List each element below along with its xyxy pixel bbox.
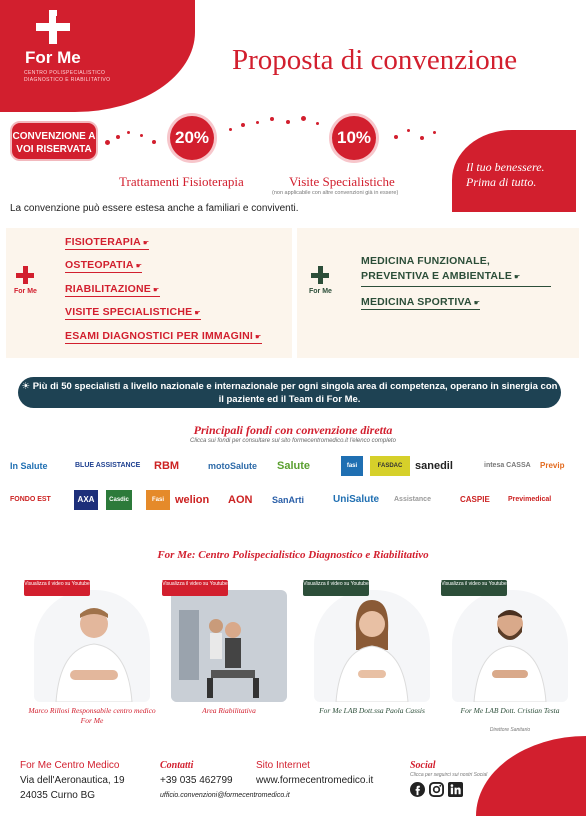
person-silhouette-icon bbox=[452, 590, 568, 702]
decor-dot bbox=[316, 122, 319, 125]
person-photo-cassis[interactable] bbox=[314, 590, 430, 702]
fondo-logo-previmedical[interactable]: Previmedical bbox=[508, 496, 552, 503]
pointer-icon: ☛ bbox=[514, 274, 521, 281]
service-link-medicina-sportiva[interactable]: MEDICINA SPORTIVA ☛ bbox=[361, 296, 481, 308]
service-link-fisioterapia[interactable]: FISIOTERAPIA ☛ bbox=[65, 236, 150, 248]
fondo-logo-assistance[interactable]: Assistance bbox=[394, 496, 431, 503]
discount-physio: 20% bbox=[170, 116, 214, 160]
linkedin-icon[interactable] bbox=[448, 782, 463, 797]
fondo-logo-fasi[interactable]: fasi bbox=[341, 456, 363, 476]
decor-dot bbox=[420, 136, 424, 140]
decor-dot bbox=[433, 131, 436, 134]
fondo-logo-unisalute[interactable]: UniSalute bbox=[333, 494, 380, 505]
person-silhouette-icon bbox=[314, 590, 430, 702]
fondo-logo-aon[interactable]: AON bbox=[228, 494, 253, 506]
decor-dot bbox=[286, 120, 290, 124]
person-name-3: For Me LAB Dott.ssa Paola Cassis bbox=[319, 706, 425, 715]
decor-dot bbox=[394, 135, 398, 139]
fondo-logo-blue-assistance[interactable]: BLUE ASSISTANCE bbox=[75, 462, 141, 469]
service-link-visite[interactable]: VISITE SPECIALISTICHE ☛ bbox=[65, 306, 201, 318]
footer-phone[interactable]: +39 035 462799 bbox=[160, 775, 233, 786]
fondo-logo-welion[interactable]: welion bbox=[175, 494, 210, 506]
for-me-logo-red-name: For Me bbox=[14, 288, 37, 295]
service-link-osteopatia[interactable]: OSTEOPATIA ☛ bbox=[65, 259, 143, 271]
decor-dot bbox=[127, 131, 130, 134]
pointer-icon: ☛ bbox=[142, 240, 150, 247]
youtube-button-2[interactable]: Visualizza il video su Youtube bbox=[162, 580, 228, 596]
brand-corner bbox=[0, 0, 195, 112]
centro-title: For Me: Centro Polispecialistico Diagnostico e Riabilitativo bbox=[157, 549, 429, 561]
fondo-logo-intesa[interactable]: intesa CASSA bbox=[484, 462, 531, 469]
brand-name: For Me bbox=[25, 48, 81, 67]
person-photo-area[interactable] bbox=[171, 590, 287, 702]
decor-dot bbox=[270, 117, 274, 121]
decor-dot bbox=[152, 140, 156, 144]
discount-visits: 10% bbox=[332, 116, 376, 160]
footer-social-sub: Clicca per seguirci sui nostri Social bbox=[410, 772, 488, 778]
person-role-4: Direttore Sanitario bbox=[489, 727, 531, 733]
fondo-logo-fasdac[interactable]: FASDAC bbox=[370, 456, 410, 476]
decor-dot bbox=[241, 123, 245, 127]
fondo-logo-sanarti[interactable]: SanArti bbox=[272, 495, 305, 505]
pointer-icon: ☛ bbox=[473, 300, 481, 307]
youtube-button-4[interactable]: Visualizza il video su Youtube bbox=[441, 580, 507, 596]
decor-dot bbox=[105, 140, 110, 145]
convention-badge: CONVENZIONE A VOI RISERVATA bbox=[10, 121, 98, 161]
brand-subtitle: CENTRO POLISPECIALISTICO DIAGNOSTICO E RIABILITATIVO bbox=[24, 70, 111, 83]
footer-site-link[interactable]: www.formecentromedico.it bbox=[256, 775, 374, 786]
slogan-badge: Il tuo benessere. Prima di tutto. bbox=[452, 130, 576, 212]
service-link-medicina-funzionale[interactable]: MEDICINA FUNZIONALE, PREVENTIVA E AMBIENTALE ☛ bbox=[361, 254, 551, 287]
facebook-icon[interactable] bbox=[410, 782, 425, 797]
fondi-title: Principali fondi con convenzione diretta bbox=[193, 423, 393, 437]
decor-dot bbox=[140, 134, 143, 137]
rehab-scene-icon bbox=[171, 590, 287, 702]
fondo-logo-casdic[interactable]: Casdic bbox=[106, 490, 132, 510]
footer-address-2: 24035 Curno BG bbox=[20, 790, 96, 801]
fondo-logo-previp[interactable]: Previp bbox=[540, 461, 565, 470]
corner-decoration bbox=[476, 736, 586, 816]
for-me-logo-red bbox=[16, 266, 52, 302]
service-link-esami[interactable]: ESAMI DIAGNOSTICI PER IMMAGINI ☛ bbox=[65, 330, 262, 342]
brand-cross-icon bbox=[36, 10, 70, 44]
fondo-logo-motosalute[interactable]: motoSalute bbox=[208, 461, 258, 471]
decor-dot bbox=[256, 121, 259, 124]
footer-site-heading: Sito Internet bbox=[256, 760, 310, 771]
person-photo-rillosi[interactable] bbox=[34, 590, 150, 702]
pointer-icon: ☛ bbox=[135, 263, 143, 270]
for-me-logo-green bbox=[311, 266, 347, 302]
fondi-subtitle: Clicca sui fondi per consultare sul sito formecentromedico.it l'elenco completo bbox=[190, 438, 396, 444]
pointer-icon: ☛ bbox=[153, 287, 160, 294]
fondo-logo-salute[interactable]: Salute bbox=[277, 460, 311, 472]
for-me-logo-green-name: For Me bbox=[309, 288, 332, 295]
decor-dot bbox=[116, 135, 120, 139]
fondo-logo-fasi-2[interactable]: Fasi bbox=[146, 490, 170, 510]
service-link-riabilitazione[interactable]: RIABILITAZIONE ☛ bbox=[65, 283, 160, 295]
youtube-button-1[interactable]: Visualizza il video su Youtube bbox=[24, 580, 90, 596]
fondo-logo-rbm[interactable]: RBM bbox=[154, 460, 180, 472]
bulb-icon: ☀ bbox=[21, 381, 33, 392]
visits-note: (non applicabile con altre convenzioni già in essere) bbox=[272, 190, 399, 196]
physio-label: Trattamenti Fisioterapia bbox=[119, 174, 244, 189]
visits-label: Visite Specialistiche bbox=[289, 174, 395, 189]
extend-note: La convenzione può essere estesa anche a familiari e conviventi. bbox=[10, 203, 299, 214]
person-name-4: For Me LAB Dott. Cristian Testa bbox=[460, 706, 560, 715]
instagram-icon[interactable] bbox=[429, 782, 444, 797]
footer-company: For Me Centro Medico bbox=[20, 760, 120, 771]
decor-dot bbox=[407, 129, 410, 132]
youtube-button-3[interactable]: Visualizza il video su Youtube bbox=[303, 580, 369, 596]
pointer-icon: ☛ bbox=[194, 310, 201, 317]
person-photo-testa[interactable] bbox=[452, 590, 568, 702]
person-name-2: Area Riabilitativa bbox=[202, 706, 256, 715]
specialists-banner: ☀ Più di 50 specialisti a livello nazionale e internazionale per ogni singola area di competenza, operano in sinergia con il paziente ed il Team di For Me. bbox=[18, 377, 561, 408]
footer-contacts-heading: Contatti bbox=[160, 760, 194, 771]
fondo-logo-insalute[interactable]: In Salute bbox=[10, 461, 48, 471]
footer-email[interactable]: ufficio.convenzioni@formecentromedico.it bbox=[160, 792, 290, 799]
footer-social-heading: Social bbox=[410, 760, 436, 771]
footer-address-1: Via dell'Aeronautica, 19 bbox=[20, 775, 125, 786]
decor-dot bbox=[229, 128, 232, 131]
fondo-logo-fondo-est[interactable]: FONDO EST bbox=[10, 496, 51, 503]
person-name-1: Marco Rillosi Responsabile centro medico For Me bbox=[28, 706, 156, 725]
person-silhouette-icon bbox=[34, 590, 150, 702]
decor-dot bbox=[301, 116, 306, 121]
fondo-logo-caspie[interactable]: CASPIE bbox=[460, 495, 490, 504]
fondo-logo-sanedil[interactable]: sanedil bbox=[415, 460, 453, 472]
pointer-icon: ☛ bbox=[255, 334, 262, 341]
fondo-logo-axa[interactable]: AXA bbox=[74, 490, 98, 510]
page-title: Proposta di convenzione bbox=[232, 44, 518, 76]
